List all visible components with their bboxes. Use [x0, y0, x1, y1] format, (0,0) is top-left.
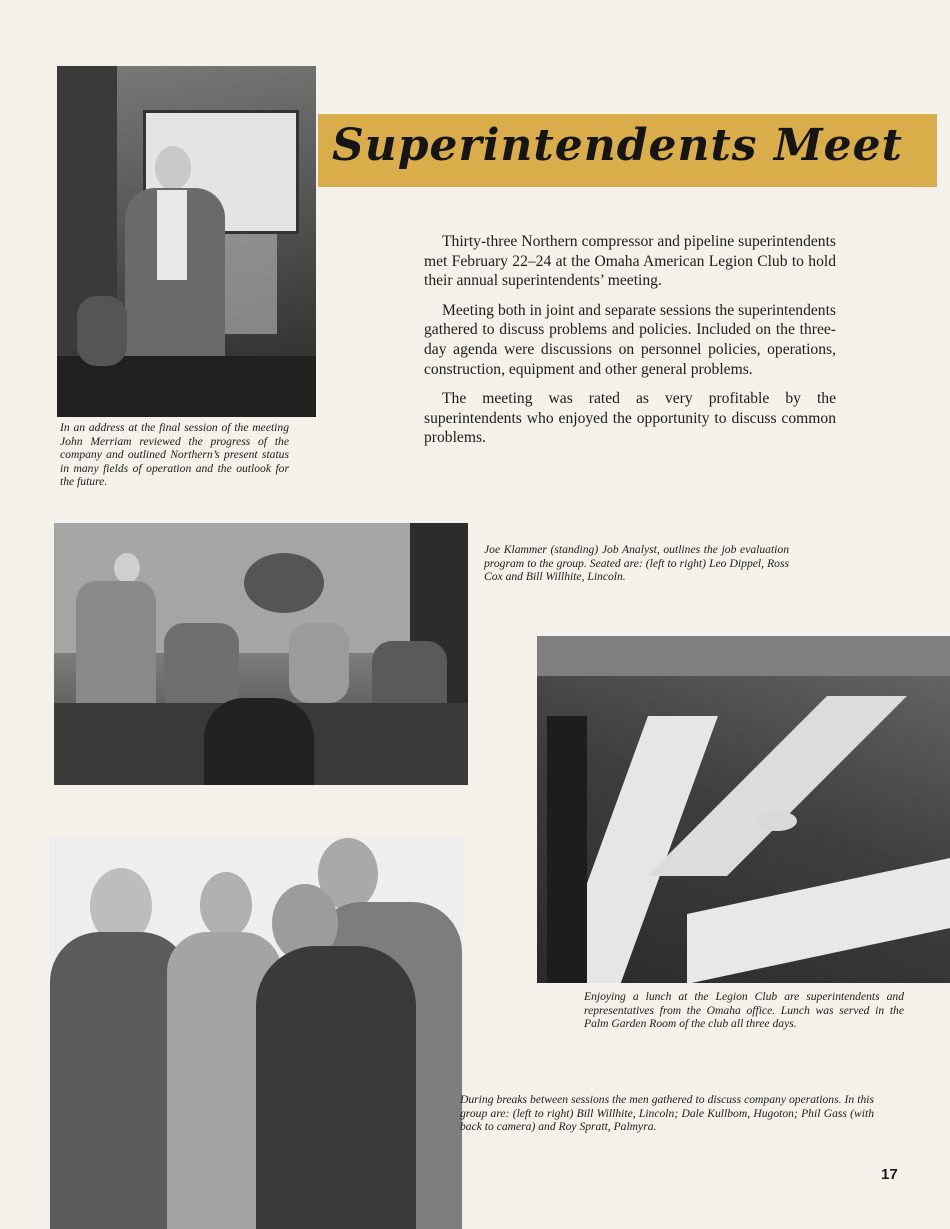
- caption-job-evaluation: Joe Klammer (standing) Job Analyst, outlines the job evaluation program to the group. Seated are: (left to right) Leo Dippel, Ross Cox and Bill Willhite, Lincoln.: [484, 543, 789, 584]
- article-body: [424, 232, 836, 458]
- page-number: 17: [881, 1166, 898, 1183]
- photo-job-evaluation-meeting: [54, 523, 468, 785]
- article-paragraph: Meeting both in joint and separate sessions the superintendents gathered to discuss problems and policies. Included on the three-day agenda were discussions on personnel policies, operations, construction, equipment and other general problems.: [424, 301, 836, 378]
- caption-speaker-address: In an address at the final session of the meeting John Merriam reviewed the progress of the company and outlined Northern’s present status in many fields of operation and the outlook for the future.: [60, 421, 289, 489]
- photo-break-discussion-group: [50, 836, 463, 1229]
- photo-speaker-address: [57, 66, 316, 417]
- article-paragraph: The meeting was rated as very profitable by the superintendents who enjoyed the opportunity to discuss common problems.: [424, 390, 836, 447]
- article-paragraph: Thirty-three Northern compressor and pipeline superintendents met February 22–24 at the Omaha American Legion Club to hold their annual superintendents’ meeting.: [424, 233, 836, 290]
- caption-break-discussion: During breaks between sessions the men gathered to discuss company operations. In this group are: (left to right) Bill Willhite, Lincoln; Dale Kullbom, Hugoton; Phil Gass (with back to camera) and Roy Spratt, Palmyra.: [460, 1093, 874, 1134]
- title-banner: [318, 114, 937, 187]
- photo-legion-club-lunch: [537, 636, 950, 983]
- page-title: Superintendents Meet: [332, 120, 903, 171]
- caption-legion-club-lunch: Enjoying a lunch at the Legion Club are superintendents and representatives from the Omaha office. Lunch was served in the Palm Garden Room of the club all three days.: [584, 990, 904, 1031]
